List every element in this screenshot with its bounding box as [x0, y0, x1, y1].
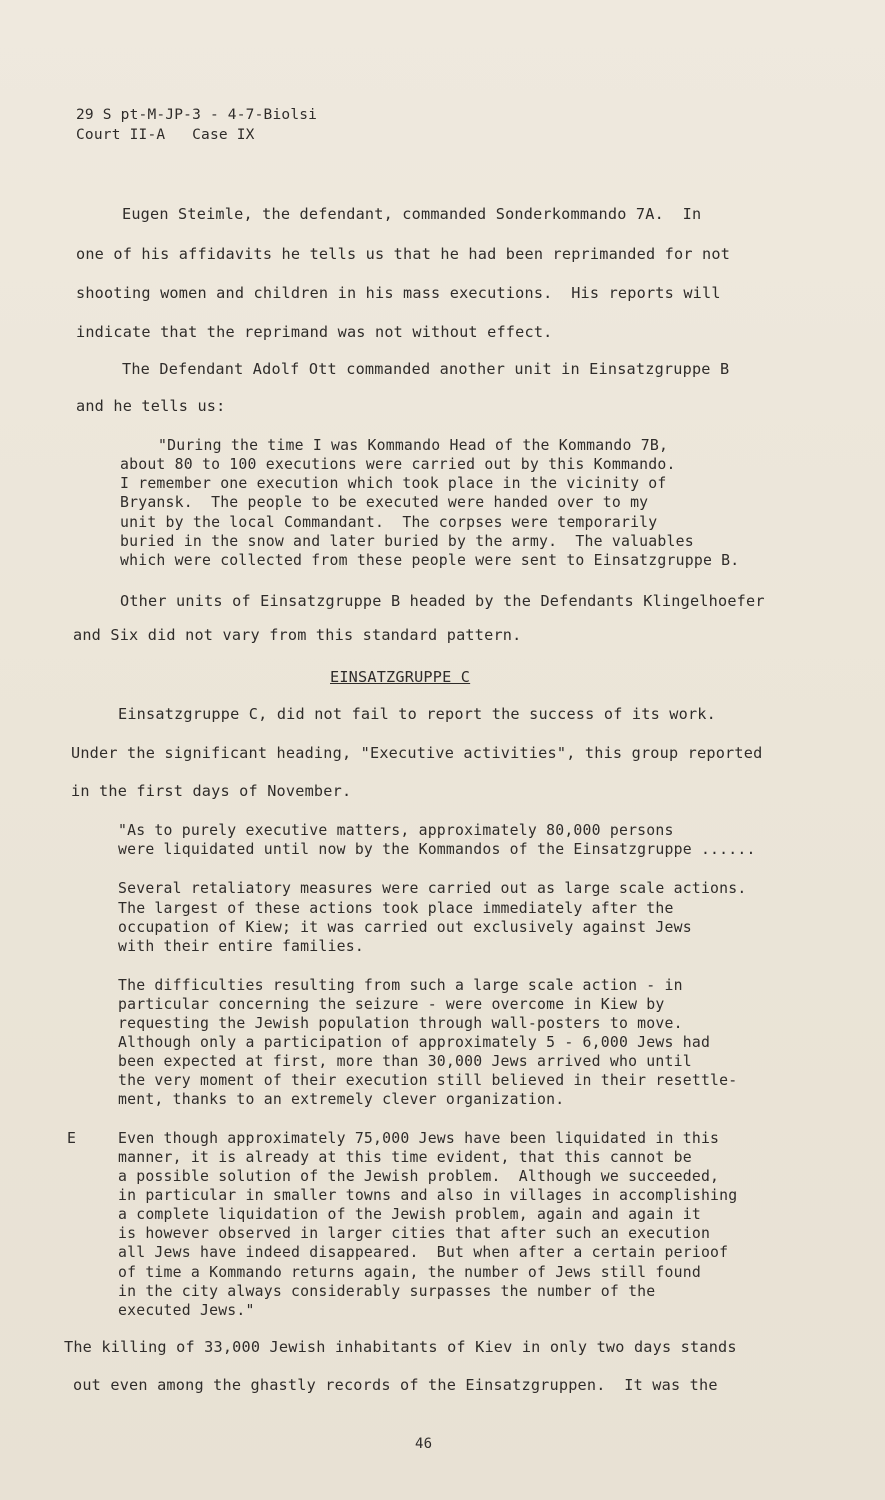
quote-line: a possible solution of the Jewish problem. Although we succeeded,	[118, 1168, 720, 1185]
quote-line: I remember one execution which took place in the vicinity of	[120, 475, 667, 492]
quote-line: manner, it is already at this time evident, that this cannot be	[118, 1149, 692, 1166]
paragraph-line: out even among the ghastly records of the Einsatzgruppen. It was the	[73, 1376, 718, 1394]
page-number: 46	[415, 1436, 433, 1452]
paragraph-line: indicate that the reprimand was not without effect.	[76, 323, 553, 341]
paragraph-line: Einsatzgruppe C, did not fail to report the success of its work.	[118, 705, 716, 723]
section-heading: EINSATZGRUPPE C	[330, 668, 471, 686]
paragraph-line: and he tells us:	[76, 397, 226, 415]
quote-line: Several retaliatory measures were carried out as large scale actions.	[118, 880, 747, 897]
quote-line: which were collected from these people were sent to Einsatzgruppe B.	[120, 552, 740, 569]
paragraph-line: in the first days of November.	[71, 782, 352, 800]
quote-line: unit by the local Commandant. The corpses were temporarily	[120, 514, 658, 531]
quote-line: The difficulties resulting from such a large scale action - in	[118, 977, 683, 994]
paragraph-line: one of his affidavits he tells us that he had been reprimanded for not	[76, 245, 731, 263]
quote-line: occupation of Kiew; it was carried out exclusively against Jews	[118, 919, 692, 936]
margin-mark: E	[67, 1130, 77, 1147]
quote-line: particular concerning the seizure - were overcome in Kiew by	[118, 996, 665, 1013]
quote-line: in particular in smaller towns and also in villages in accomplishing	[118, 1187, 738, 1204]
quote-line: were liquidated until now by the Kommandos of the Einsatzgruppe ......	[118, 841, 756, 858]
quote-line: a complete liquidation of the Jewish problem, again and again it	[118, 1206, 701, 1223]
paragraph-line: shooting women and children in his mass executions. His reports will	[76, 284, 721, 302]
quote-line: "As to purely executive matters, approximately 80,000 persons	[118, 822, 674, 839]
paragraph-line: Eugen Steimle, the defendant, commanded Sonderkommando 7A. In	[122, 205, 702, 223]
quote-line: ment, thanks to an extremely clever organization.	[118, 1091, 565, 1108]
paragraph-line: Under the significant heading, "Executive activities", this group reported	[71, 744, 763, 762]
quote-line: with their entire families.	[118, 938, 364, 955]
quote-line: of time a Kommando returns again, the number of Jews still found	[118, 1264, 701, 1281]
paragraph-line: The killing of 33,000 Jewish inhabitants of Kiev in only two days stands	[64, 1338, 737, 1356]
quote-line: Although only a participation of approximately 5 - 6,000 Jews had	[118, 1034, 711, 1051]
paragraph-line: Other units of Einsatzgruppe B headed by the Defendants Klingelhoefer	[120, 592, 765, 610]
quote-line: about 80 to 100 executions were carried out by this Kommando.	[120, 456, 676, 473]
quote-line: requesting the Jewish population through wall-posters to move.	[118, 1015, 683, 1032]
quote-line: been expected at first, more than 30,000 Jews arrived who until	[118, 1053, 692, 1070]
quote-line: all Jews have indeed disappeared. But when after a certain perioof	[118, 1244, 729, 1261]
paragraph-line: The Defendant Adolf Ott commanded another unit in Einsatzgruppe B	[122, 360, 730, 378]
quote-line: in the city always considerably surpasses the number of the	[118, 1283, 656, 1300]
header-line-2: Court II-A Case IX	[76, 127, 255, 143]
quote-line: Even though approximately 75,000 Jews have been liquidated in this	[118, 1130, 720, 1147]
quote-line: is however observed in larger cities that after such an execution	[118, 1225, 711, 1242]
quote-line: Bryansk. The people to be executed were handed over to my	[120, 494, 649, 511]
paragraph-line: and Six did not vary from this standard pattern.	[73, 626, 522, 644]
quote-line: the very moment of their execution still believed in their resettle-	[118, 1072, 738, 1089]
quote-line: buried in the snow and later buried by the army. The valuables	[120, 533, 694, 550]
quote-line: executed Jews."	[118, 1302, 255, 1319]
quote-line: The largest of these actions took place immediately after the	[118, 900, 674, 917]
header-line-1: 29 S pt-M-JP-3 - 4-7-Biolsi	[76, 107, 318, 123]
quote-line: "During the time I was Kommando Head of the Kommando 7B,	[158, 437, 669, 454]
